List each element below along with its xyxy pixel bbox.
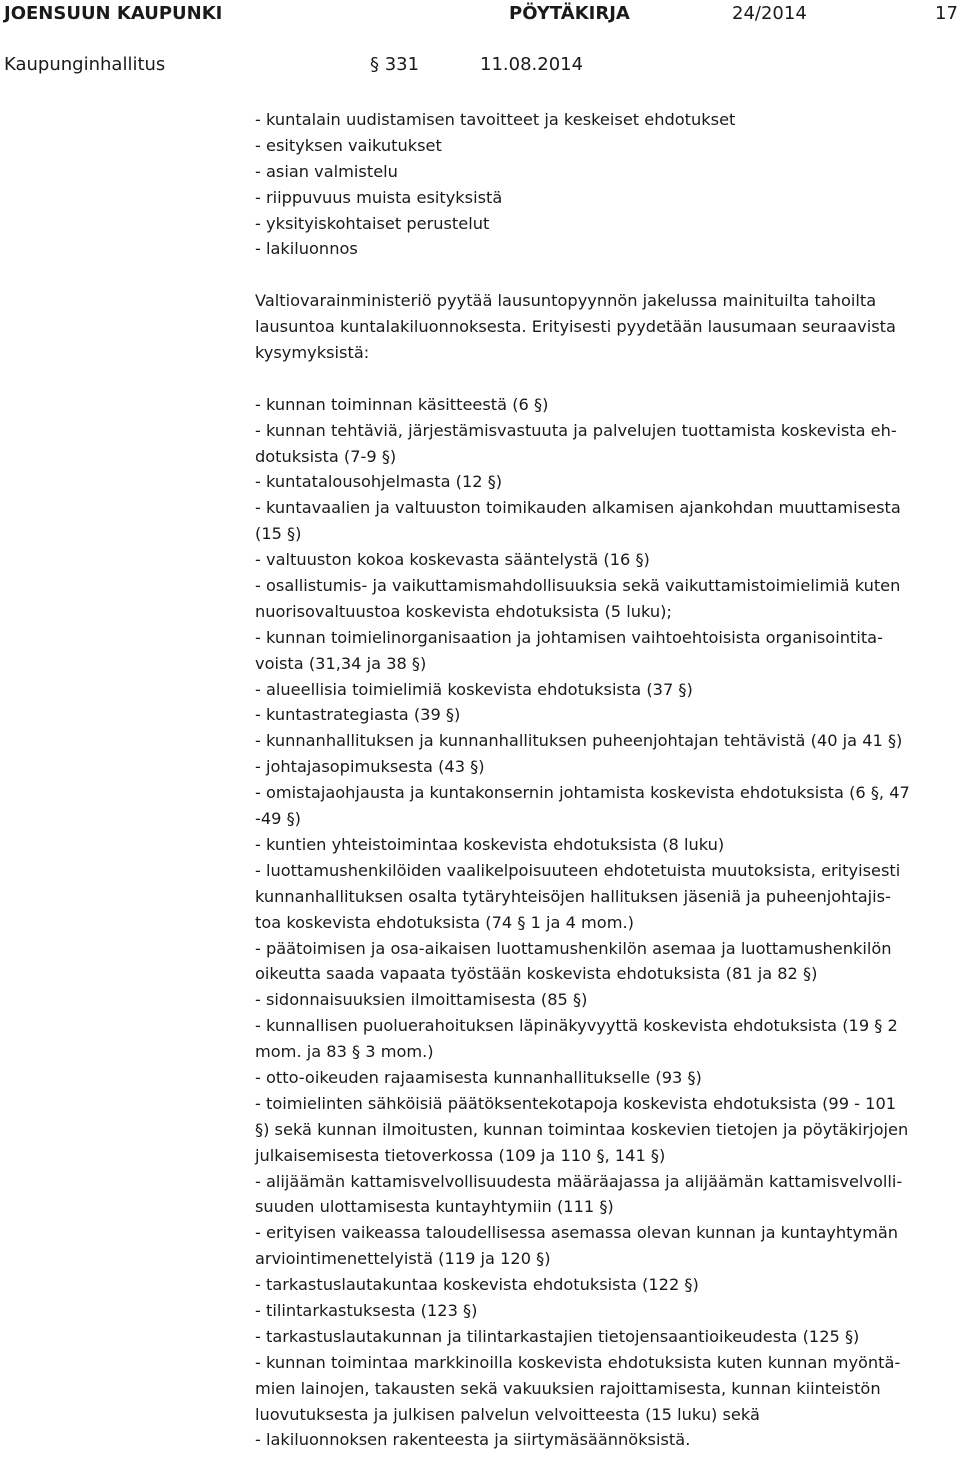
list-item: - asian valmistelu bbox=[255, 161, 398, 181]
question-line: arviointimenettelyistä (119 ja 120 §) bbox=[255, 1249, 551, 1269]
document-number: 24/2014 bbox=[732, 3, 807, 24]
document-header bbox=[0, 0, 960, 80]
question-line: - omistajaohjausta ja kuntakonsernin johtamista koskevista ehdotuksista (6 §, 47 bbox=[255, 783, 910, 803]
question-line: - kunnanhallituksen ja kunnanhallituksen puheenjohtajan tehtävistä (40 ja 41 §) bbox=[255, 731, 903, 751]
organization-name: JOENSUUN KAUPUNKI bbox=[4, 3, 223, 24]
question-line: - erityisen vaikeassa taloudellisessa asemassa olevan kunnan ja kuntayhtymän bbox=[255, 1223, 899, 1243]
question-line: - luottamushenkilöiden vaalikelpoisuuteen ehdotetuista muutoksista, erityisesti bbox=[255, 860, 901, 880]
document-type: PÖYTÄKIRJA bbox=[509, 3, 630, 24]
governing-body: Kaupunginhallitus bbox=[4, 54, 166, 75]
question-line: - kunnan toiminnan käsitteestä (6 §) bbox=[255, 394, 549, 414]
paragraph-line: lausuntoa kuntalakiluonnoksesta. Erityisesti pyydetään lausumaan seuraavista bbox=[255, 317, 896, 337]
question-line: - tarkastuslautakunnan ja tilintarkastajien tietojensaantioikeudesta (125 §) bbox=[255, 1326, 860, 1346]
question-line: - toimielinten sähköisiä päätöksentekotapoja koskevista ehdotuksista (99 - 101 bbox=[255, 1093, 897, 1113]
spacer bbox=[255, 262, 955, 288]
question-line: - sidonnaisuuksien ilmoittamisesta (85 §) bbox=[255, 990, 588, 1010]
questions-list bbox=[255, 392, 955, 1454]
question-line: - kunnan tehtäviä, järjestämisvastuuta ja palvelujen tuottamista koskevista eh- bbox=[255, 420, 897, 440]
question-line: - osallistumis- ja vaikuttamismahdollisuuksia sekä vaikuttamistoimielimiä kuten bbox=[255, 576, 901, 596]
question-line: kunnanhallituksen osalta tytäryhteisöjen hallituksen jäseniä ja puheenjohtajis- bbox=[255, 886, 891, 906]
document-body bbox=[255, 107, 955, 1453]
question-line: mom. ja 83 § 3 mom.) bbox=[255, 1042, 434, 1062]
paragraph-line: kysymyksistä: bbox=[255, 343, 370, 363]
question-line: voista (31,34 ja 38 §) bbox=[255, 653, 427, 673]
meeting-date: 11.08.2014 bbox=[480, 54, 584, 75]
section-number: § 331 bbox=[370, 54, 420, 75]
question-line: - kuntatalousohjelmasta (12 §) bbox=[255, 472, 503, 492]
question-line: toa koskevista ehdotuksista (74 § 1 ja 4 mom.) bbox=[255, 912, 634, 932]
question-line: - päätoimisen ja osa-aikaisen luottamushenkilön asemaa ja luottamushenkilön bbox=[255, 938, 892, 958]
question-line: §) sekä kunnan ilmoitusten, kunnan toimintaa koskevien tietojen ja pöytäkirjojen bbox=[255, 1119, 909, 1139]
list-item: - esityksen vaikutukset bbox=[255, 135, 442, 155]
question-line: suuden ulottamisesta kuntayhtymiin (111 §) bbox=[255, 1197, 614, 1217]
question-line: mien lainojen, takausten sekä vakuuksien rajoittamisesta, kunnan kiinteistön bbox=[255, 1378, 881, 1398]
question-line: - kunnan toimintaa markkinoilla koskevista ehdotuksista kuten kunnan myöntä- bbox=[255, 1352, 901, 1372]
question-line: - kunnan toimielinorganisaation ja johtamisen vaihtoehtoisista organisointita- bbox=[255, 627, 883, 647]
page-number: 17 bbox=[935, 3, 958, 24]
spacer bbox=[255, 366, 955, 392]
question-line: - lakiluonnoksen rakenteesta ja siirtymäsäännöksistä. bbox=[255, 1430, 691, 1450]
question-line: nuorisovaltuustoa koskevista ehdotuksista (5 luku); bbox=[255, 601, 672, 621]
question-line: dotuksista (7-9 §) bbox=[255, 446, 397, 466]
question-line: - tarkastuslautakuntaa koskevista ehdotuksista (122 §) bbox=[255, 1275, 699, 1295]
list-item: - lakiluonnos bbox=[255, 239, 358, 259]
question-line: - kunnallisen puoluerahoituksen läpinäkyvyyttä koskevista ehdotuksista (19 § 2 bbox=[255, 1016, 898, 1036]
question-line: oikeutta saada vapaata työstään koskevista ehdotuksista (81 ja 82 §) bbox=[255, 964, 818, 984]
paragraph-line: Valtiovarainministeriö pyytää lausuntopyynnön jakelussa mainituilta tahoilta bbox=[255, 291, 877, 311]
question-line: - johtajasopimuksesta (43 §) bbox=[255, 757, 485, 777]
question-line: julkaisemisesta tietoverkossa (109 ja 110 §, 141 §) bbox=[255, 1145, 666, 1165]
question-line: - kuntien yhteistoimintaa koskevista ehdotuksista (8 luku) bbox=[255, 834, 725, 854]
question-line: - otto-oikeuden rajaamisesta kunnanhallitukselle (93 §) bbox=[255, 1067, 702, 1087]
list-item: - yksityiskohtaiset perustelut bbox=[255, 213, 490, 233]
question-line: -49 §) bbox=[255, 809, 301, 829]
question-line: luovutuksesta ja julkisen palvelun velvoitteesta (15 luku) sekä bbox=[255, 1404, 760, 1424]
question-line: - kuntastrategiasta (39 §) bbox=[255, 705, 461, 725]
question-line: - kuntavaalien ja valtuuston toimikauden alkamisen ajankohdan muuttamisesta bbox=[255, 498, 901, 518]
question-line: (15 §) bbox=[255, 524, 302, 544]
request-paragraph bbox=[255, 288, 955, 366]
list-item: - kuntalain uudistamisen tavoitteet ja keskeiset ehdotukset bbox=[255, 110, 736, 129]
intro-list bbox=[255, 107, 955, 262]
question-line: - alueellisia toimielimiä koskevista ehdotuksista (37 §) bbox=[255, 679, 693, 699]
question-line: - tilintarkastuksesta (123 §) bbox=[255, 1300, 478, 1320]
list-item: - riippuvuus muista esityksistä bbox=[255, 187, 503, 207]
question-line: - alijäämän kattamisvelvollisuudesta määräajassa ja alijäämän kattamisvelvolli- bbox=[255, 1171, 903, 1191]
question-line: - valtuuston kokoa koskevasta sääntelystä (16 §) bbox=[255, 550, 650, 570]
